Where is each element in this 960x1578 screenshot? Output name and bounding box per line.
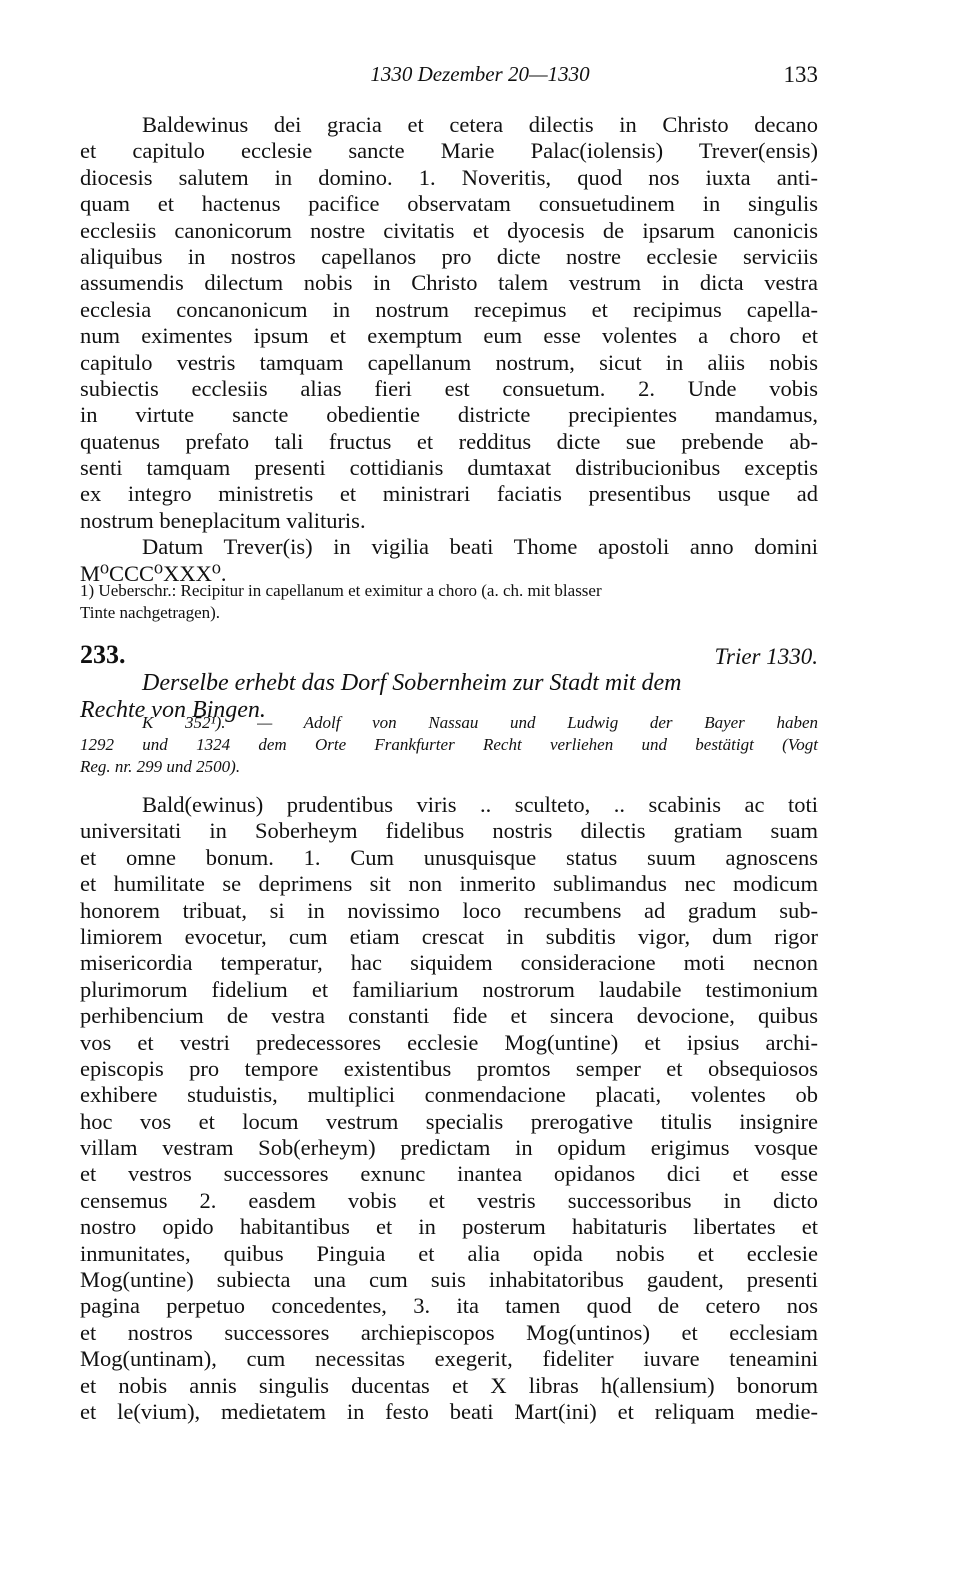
document-regest <box>80 712 818 778</box>
regest-line: Reg. nr. 299 und 2500). <box>80 757 241 776</box>
text-line: Mog(untinam), cum necessitas exegerit, fideliter iuvare teneamini <box>80 1346 818 1372</box>
title-line: Derselbe erhebt das Dorf Sobernheim zur Stadt mit dem <box>142 670 682 696</box>
text-line: quam et hactenus pacifice observatam consuetudinem in singulis <box>80 191 818 217</box>
text-line: in virtute sancte obedientie districte precipientes mandamus, <box>80 402 818 428</box>
text-line: plurimorum fidelium et familiarium nostrorum laudabile testimonium <box>80 976 818 1002</box>
footnote-line: Tinte nachgetragen). <box>80 603 221 622</box>
text-line: et humilitate se deprimens sit non inmerito sublimandus nec modicum <box>80 871 818 897</box>
title-line: Rechte von Bingen. <box>80 697 266 723</box>
text-line: vos et vestri predecessores ecclesie Mog(untine) et ipsius archi- <box>80 1029 818 1055</box>
text-line: Baldewinus dei gracia et cetera dilectis in Christo decano <box>142 112 818 137</box>
text-line: Datum Trever(is) in vigilia beati Thome apostoli anno domini <box>142 534 818 560</box>
footnote <box>80 580 818 624</box>
regest-line: K 352¹). — Adolf von Nassau und Ludwig der Bayer haben <box>142 713 818 732</box>
text-line: inmunitates, quibus Pinguia et alia opida nobis et ecclesie <box>80 1240 818 1266</box>
text-line: limiorem evocetur, cum etiam crescat in subditis vigor, dum rigor <box>80 923 818 949</box>
text-line: et nobis annis singulis ducentas et X libras h(allensium) bonorum <box>80 1372 818 1398</box>
text-line: ecclesia concanonicum in nostrum recepimus et recipimus capella- <box>80 296 818 322</box>
text-line: et nostros successores archiepiscopos Mog(untinos) et ecclesiam <box>80 1319 818 1345</box>
text-line: Bald(ewinus) prudentibus viris .. sculteto, .. scabinis ac toti <box>142 792 818 817</box>
text-line: censemus 2. easdem vobis et vestris successoribus in dicto <box>80 1187 818 1213</box>
text-line: exhibere studuistis, multiplici conmendacione placati, volentes ob <box>80 1082 818 1108</box>
text-line: episcopis pro tempore existentibus promtos semper et obsequiosos <box>80 1055 818 1081</box>
text-line: ecclesiis canonicorum nostre civitatis et dyocesis de ipsarum canonicis <box>80 217 818 243</box>
page-number: 133 <box>783 62 818 87</box>
regest-line: 1292 und 1324 dem Orte Frankfurter Recht verliehen und bestätigt (Vogt <box>80 735 818 754</box>
text-line: capitulo vestris tamquam capellanum nostrum, sicut in aliis nobis <box>80 349 818 375</box>
document-232-body <box>80 112 818 587</box>
text-line: diocesis salutem in domino. 1. Noveritis, quod nos iuxta anti- <box>80 164 818 190</box>
text-line: ex integro ministretis et ministrari faciatis presentibus usque ad <box>80 481 818 507</box>
text-line: et vestros successores exnunc inantea opidanos dici et esse <box>80 1161 818 1187</box>
document-place-date: Trier 1330. <box>714 644 818 669</box>
text-line: et le(vium), medietatem in festo beati Mart(ini) et reliquam medie- <box>80 1398 818 1424</box>
document-number: 233. <box>80 640 126 669</box>
text-line: M⁰CCC⁰XXX⁰. <box>80 560 227 586</box>
text-line: villam vestram Sob(erheym) predictam in opidum erigimus vosque <box>80 1135 818 1161</box>
text-line: nostro opido habitantibus et in posterum habitaturis libertates et <box>80 1214 818 1240</box>
text-line: misericordia temperatur, hac siquidem consideracione moti necnon <box>80 950 818 976</box>
text-line: Mog(untine) subiecta una cum suis inhabitatoribus gaudent, presenti <box>80 1267 818 1293</box>
text-line: et omne bonum. 1. Cum unusquisque status suum agnoscens <box>80 844 818 870</box>
text-line: subiectis ecclesiis alias fieri est consuetum. 2. Unde vobis <box>80 375 818 401</box>
text-line: honorem tribuat, si in novissimo loco recumbens ad gradum sub- <box>80 897 818 923</box>
text-line: quatenus prefato tali fructus et redditus dicte sue prebende ab- <box>80 428 818 454</box>
text-line: num eximentes ipsum et exemptum eum esse volentes a choro et <box>80 323 818 349</box>
text-line: nostrum beneplacitum valituris. <box>80 507 366 533</box>
text-line: aliquibus in nostros capellanos pro dicte nostre ecclesie serviciis <box>80 243 818 269</box>
document-233-body <box>80 792 818 1425</box>
text-line: senti tamquam presenti cottidianis dumtaxat distribucionibus exceptis <box>80 455 818 481</box>
text-line: hoc vos et locum vestrum specialis prerogative titulis insignire <box>80 1108 818 1134</box>
footnote-line: 1) Ueberschr.: Recipitur in capellanum et eximitur a choro (a. ch. mit blasser <box>80 581 602 600</box>
text-line: pagina perpetuo concedentes, 3. ita tamen quod de cetero nos <box>80 1293 818 1319</box>
text-line: universitati in Soberheym fidelibus nostris dilectis gratiam suam <box>80 818 818 844</box>
running-head: 1330 Dezember 20—1330 <box>370 62 590 86</box>
text-line: et capitulo ecclesie sancte Marie Palac(iolensis) Trever(ensis) <box>80 138 818 164</box>
text-line: perhibencium de vestra constanti fide et sincera devocione, quibus <box>80 1003 818 1029</box>
text-line: assumendis dilectum nobis in Christo talem vestrum in dicta vestra <box>80 270 818 296</box>
